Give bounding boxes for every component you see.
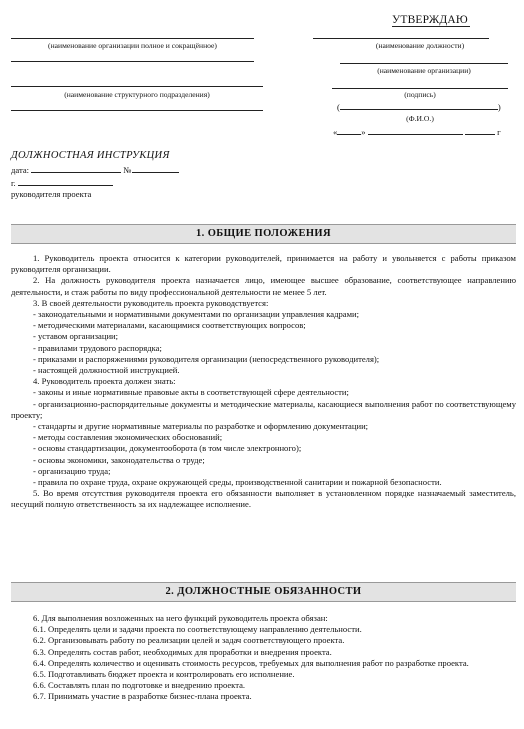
paragraph: 1. Руководитель проекта относится к категории руководителей, принимается на работу и увольняется с работы приказом руководителя организации. [11, 253, 516, 275]
approve-date-field[interactable] [333, 125, 501, 138]
position-caption: (наименование должности) [375, 41, 465, 50]
fio-field[interactable]: ( ) [337, 102, 501, 112]
date-year-suffix: г [497, 127, 501, 137]
org-name-caption: (наименование организации полное и сокращённое) [48, 41, 217, 50]
section-1-header [11, 224, 516, 244]
list-item: - организационно-распорядительные документы и методические материалы, касающиеся выполнения работ по соответствующему проекту; [11, 398, 516, 420]
list-item: - законодательными и нормативными документами по организации управления кадрами; [33, 309, 360, 320]
number-label: № [123, 165, 132, 175]
list-item: - организацию труда; [33, 465, 111, 476]
paragraph: 6.2. Организовывать работу по реализации целей и задач соответствующего проекта. [33, 635, 345, 646]
date-close-quote: » [361, 127, 366, 137]
list-item: - приказами и распоряжениями руководителя организации (непосредственного руководителя); [33, 353, 380, 364]
approver-org-line[interactable] [340, 63, 508, 64]
list-item: - стандарты и другие нормативные материалы по разработке и оформлению документации; [33, 421, 369, 432]
city-field[interactable] [11, 176, 113, 189]
paragraph: 6. Для выполнения возложенных на него функций руководитель проекта обязан: [33, 613, 328, 623]
paragraph: 6.1. Определять цели и задачи проекта по соответствующему направлению деятельности. [33, 624, 362, 635]
list-item: - методы составления экономических обоснований; [33, 432, 223, 443]
doc-title: ДОЛЖНОСТНАЯ ИНСТРУКЦИЯ [11, 150, 170, 161]
section-2-header [11, 582, 516, 602]
approve-mark-line [392, 26, 470, 27]
department-line-2[interactable] [11, 110, 263, 111]
date-label: дата: [11, 165, 30, 175]
paragraph: 6.7. Принимать участие в разработке бизнес-плана проекта. [33, 691, 252, 702]
position-line[interactable] [313, 38, 489, 39]
paragraph: 6.3. Определять состав работ, необходимых для проработки и внедрения проекта. [33, 646, 332, 657]
paragraph: 6.5. Подготавливать бюджет проекта и контролировать его исполнение. [33, 669, 295, 680]
section-2-body [11, 613, 516, 703]
org-name-line[interactable] [11, 38, 254, 39]
paragraph: 2. На должность руководителя проекта назначается лицо, имеющее высшее образование, соответствующее направлению деятельности, и стаж работы по виду профессиональной деятельности не менее 5 лет. [11, 275, 516, 297]
approve-label: УТВЕРЖДАЮ [392, 14, 468, 26]
approver-org-caption: (наименование организации) [377, 66, 471, 75]
city-label: г. [11, 178, 16, 188]
list-item: - уставом организации; [33, 331, 119, 342]
list-item: - настоящей должностной инструкцией. [33, 365, 180, 376]
list-item: - законы и иные нормативные правовые акты в соответствующей сфере деятельности; [33, 387, 349, 398]
list-item: - правила по охране труда, охране окружающей среды, производственной санитарии и пожарной безопасности. [33, 477, 442, 488]
list-item: - основы стандартизации, документооборота (в том числе электронного); [33, 443, 302, 454]
org-name-line-2[interactable] [11, 61, 254, 62]
doc-date-field[interactable] [11, 163, 179, 176]
department-line[interactable] [11, 86, 263, 87]
position-name: руководителя проекта [11, 189, 92, 199]
paragraph: 4. Руководитель проекта должен знать: [33, 376, 176, 387]
paragraph: 5. Во время отсутствия руководителя проекта его обязанности выполняет в установленном порядке назначаемый заместитель, несущий полную ответственность за их надлежащее исполнение. [11, 488, 516, 510]
section-2-title: 2. ДОЛЖНОСТНЫЕ ОБЯЗАННОСТИ [165, 586, 362, 597]
list-item: - методическими материалами, касающимися соответствующих вопросов; [33, 320, 306, 331]
section-1-title: 1. ОБЩИЕ ПОЛОЖЕНИЯ [196, 228, 331, 239]
list-item: - основы экономики, законодательства о труде; [33, 454, 205, 465]
signature-line[interactable] [332, 88, 508, 89]
date-open-quote: « [333, 127, 338, 137]
fio-caption: (Ф.И.О.) [406, 114, 434, 123]
list-item: - правилами трудового распорядка; [33, 342, 162, 353]
paragraph: 6.6. Составлять план по подготовке и внедрению проекта. [33, 680, 246, 691]
section-1-body [11, 253, 516, 511]
paragraph: 6.4. Определять количество и оценивать стоимость ресурсов, требуемых для выполнения работ по разработке проекта. [33, 657, 469, 668]
department-caption: (наименование структурного подразделения) [64, 90, 210, 99]
signature-caption: (подпись) [404, 90, 436, 99]
paragraph: 3. В своей деятельности руководитель проекта руководствуется: [33, 297, 269, 308]
